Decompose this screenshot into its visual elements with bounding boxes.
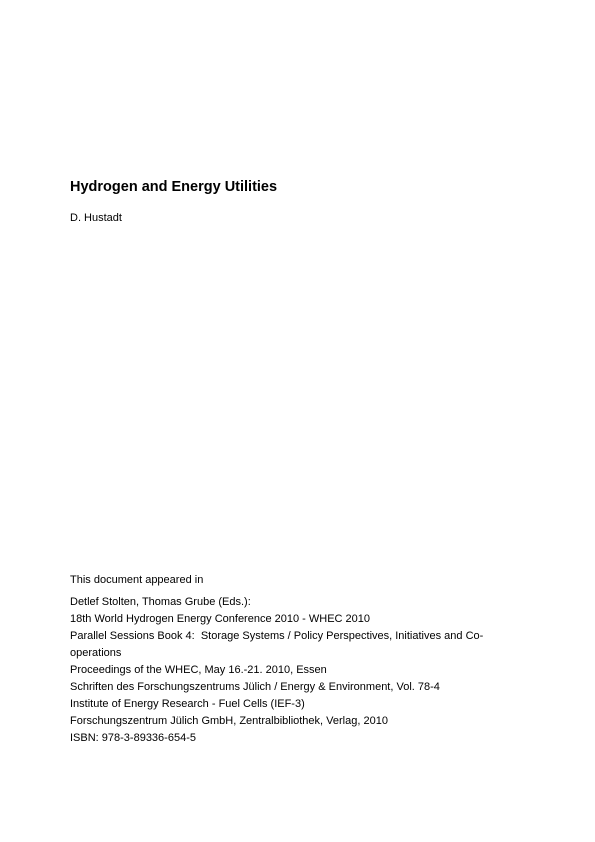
citation-institute: Institute of Energy Research - Fuel Cells (IEF-3) <box>70 698 305 710</box>
citation-editors: Detlef Stolten, Thomas Grube (Eds.): <box>70 596 251 608</box>
citation-publisher: Forschungszentrum Jülich GmbH, Zentralbibliothek, Verlag, 2010 <box>70 715 388 727</box>
citation-book: Parallel Sessions Book 4: Storage Systems / Policy Perspectives, Initiatives and Co- <box>70 630 484 642</box>
citation-conference: 18th World Hydrogen Energy Conference 2010 - WHEC 2010 <box>70 613 371 625</box>
appeared-in-note: This document appeared in <box>70 574 204 586</box>
document-title: Hydrogen and Energy Utilities <box>70 179 278 195</box>
citation-block <box>70 594 540 747</box>
citation-book-continued: operations <box>70 647 122 659</box>
citation-series: Schriften des Forschungszentrums Jülich / Energy & Environment, Vol. 78-4 <box>70 681 440 693</box>
author-name: D. Hustadt <box>70 212 122 224</box>
citation-proceedings: Proceedings of the WHEC, May 16.-21. 2010, Essen <box>70 664 327 676</box>
citation-isbn: ISBN: 978-3-89336-654-5 <box>70 732 196 744</box>
